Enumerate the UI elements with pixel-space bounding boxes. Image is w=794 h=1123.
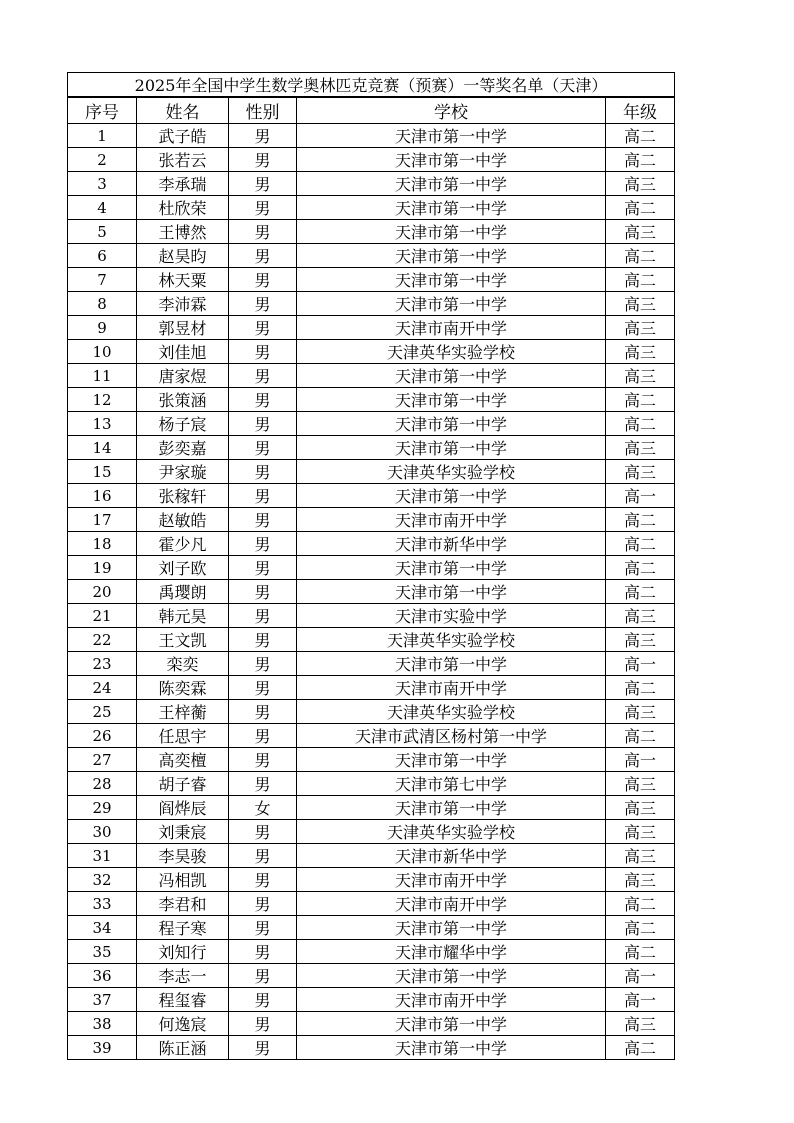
cell-no: 21 [68,604,137,628]
cell-grade: 高三 [606,1012,675,1036]
cell-no: 3 [68,172,137,196]
cell-grade: 高三 [606,604,675,628]
cell-grade: 高三 [606,172,675,196]
table-row [68,196,675,220]
cell-grade: 高三 [606,844,675,868]
table-row [68,796,675,820]
cell-school: 天津市第一中学 [297,796,606,820]
cell-school: 天津市南开中学 [297,508,606,532]
cell-grade: 高三 [606,340,675,364]
cell-grade: 高二 [606,580,675,604]
table-row [68,652,675,676]
cell-no: 7 [68,268,137,292]
cell-name: 赵昊昀 [137,244,229,268]
cell-gender: 男 [229,820,297,844]
cell-school: 天津市第一中学 [297,652,606,676]
cell-school: 天津市第一中学 [297,484,606,508]
cell-grade: 高三 [606,820,675,844]
cell-school: 天津市第一中学 [297,964,606,988]
cell-school: 天津市第一中学 [297,148,606,172]
cell-no: 11 [68,364,137,388]
cell-no: 8 [68,292,137,316]
cell-grade: 高三 [606,628,675,652]
table-row [68,556,675,580]
table-row [68,268,675,292]
cell-name: 武子皓 [137,124,229,148]
cell-no: 25 [68,700,137,724]
cell-name: 李昊骏 [137,844,229,868]
cell-school: 天津市第七中学 [297,772,606,796]
cell-gender: 男 [229,436,297,460]
cell-gender: 男 [229,1036,297,1060]
cell-name: 刘佳旭 [137,340,229,364]
header-school: 学校 [297,97,606,124]
table-row [68,244,675,268]
cell-grade: 高一 [606,988,675,1012]
cell-grade: 高三 [606,436,675,460]
cell-gender: 男 [229,868,297,892]
cell-name: 张若云 [137,148,229,172]
cell-grade: 高二 [606,556,675,580]
cell-grade: 高二 [606,508,675,532]
cell-gender: 男 [229,628,297,652]
cell-gender: 男 [229,484,297,508]
table-row [68,508,675,532]
table-row [68,532,675,556]
cell-school: 天津市第一中学 [297,916,606,940]
cell-name: 冯相凯 [137,868,229,892]
cell-gender: 男 [229,220,297,244]
cell-grade: 高一 [606,964,675,988]
cell-name: 何逸宸 [137,1012,229,1036]
cell-name: 陈正涵 [137,1036,229,1060]
cell-name: 禹璎朗 [137,580,229,604]
cell-grade: 高二 [606,124,675,148]
cell-no: 15 [68,460,137,484]
cell-gender: 男 [229,412,297,436]
table-row [68,940,675,964]
cell-name: 高奕檀 [137,748,229,772]
cell-no: 17 [68,508,137,532]
cell-grade: 高二 [606,1036,675,1060]
cell-no: 1 [68,124,137,148]
cell-gender: 男 [229,604,297,628]
cell-school: 天津市新华中学 [297,844,606,868]
table-row [68,868,675,892]
cell-gender: 男 [229,532,297,556]
cell-name: 彭奕嘉 [137,436,229,460]
header-row [68,97,675,124]
cell-no: 32 [68,868,137,892]
cell-grade: 高三 [606,220,675,244]
cell-gender: 男 [229,340,297,364]
award-list-table [67,72,675,1060]
cell-no: 31 [68,844,137,868]
cell-name: 林天粟 [137,268,229,292]
cell-school: 天津市武清区杨村第一中学 [297,724,606,748]
table-row [68,580,675,604]
cell-gender: 男 [229,148,297,172]
cell-school: 天津市第一中学 [297,364,606,388]
cell-gender: 男 [229,508,297,532]
cell-name: 任思宇 [137,724,229,748]
cell-no: 9 [68,316,137,340]
table-title: 2025年全国中学生数学奥林匹克竞赛（预赛）一等奖名单（天津） [68,73,675,98]
table-row [68,148,675,172]
cell-gender: 男 [229,124,297,148]
cell-school: 天津英华实验学校 [297,460,606,484]
cell-no: 33 [68,892,137,916]
cell-name: 栾奕 [137,652,229,676]
cell-gender: 男 [229,964,297,988]
cell-no: 38 [68,1012,137,1036]
cell-school: 天津英华实验学校 [297,700,606,724]
table-row [68,172,675,196]
cell-school: 天津市第一中学 [297,388,606,412]
cell-school: 天津市第一中学 [297,1012,606,1036]
cell-no: 26 [68,724,137,748]
cell-no: 34 [68,916,137,940]
cell-name: 胡子睿 [137,772,229,796]
cell-gender: 男 [229,988,297,1012]
cell-no: 24 [68,676,137,700]
cell-school: 天津市南开中学 [297,676,606,700]
cell-school: 天津市第一中学 [297,196,606,220]
cell-grade: 高二 [606,940,675,964]
cell-school: 天津市第一中学 [297,556,606,580]
cell-no: 12 [68,388,137,412]
cell-no: 27 [68,748,137,772]
cell-school: 天津市第一中学 [297,412,606,436]
table-row [68,412,675,436]
cell-grade: 高二 [606,388,675,412]
cell-name: 李志一 [137,964,229,988]
cell-gender: 男 [229,676,297,700]
cell-school: 天津市第一中学 [297,436,606,460]
cell-grade: 高一 [606,484,675,508]
cell-no: 2 [68,148,137,172]
cell-no: 14 [68,436,137,460]
cell-gender: 男 [229,748,297,772]
cell-grade: 高二 [606,676,675,700]
cell-name: 刘秉宸 [137,820,229,844]
cell-no: 10 [68,340,137,364]
cell-grade: 高三 [606,868,675,892]
table-row [68,772,675,796]
cell-gender: 男 [229,388,297,412]
cell-gender: 男 [229,196,297,220]
table-row [68,1012,675,1036]
cell-no: 19 [68,556,137,580]
cell-school: 天津市第一中学 [297,580,606,604]
cell-gender: 男 [229,772,297,796]
cell-gender: 女 [229,796,297,820]
cell-school: 天津英华实验学校 [297,820,606,844]
cell-no: 39 [68,1036,137,1060]
cell-name: 张策涵 [137,388,229,412]
header-gender: 性别 [229,97,297,124]
cell-grade: 高三 [606,460,675,484]
cell-no: 35 [68,940,137,964]
cell-grade: 高二 [606,196,675,220]
table-row [68,436,675,460]
cell-school: 天津英华实验学校 [297,340,606,364]
cell-gender: 男 [229,556,297,580]
header-grade: 年级 [606,97,675,124]
cell-gender: 男 [229,364,297,388]
cell-name: 刘子欧 [137,556,229,580]
cell-name: 李君和 [137,892,229,916]
cell-school: 天津市南开中学 [297,316,606,340]
table-row [68,988,675,1012]
cell-grade: 高三 [606,796,675,820]
cell-gender: 男 [229,268,297,292]
table-row [68,916,675,940]
cell-name: 李沛霖 [137,292,229,316]
cell-grade: 高二 [606,892,675,916]
cell-school: 天津市第一中学 [297,220,606,244]
cell-name: 程玺睿 [137,988,229,1012]
cell-gender: 男 [229,244,297,268]
cell-grade: 高二 [606,268,675,292]
cell-name: 尹家璇 [137,460,229,484]
cell-grade: 高三 [606,700,675,724]
cell-grade: 高一 [606,652,675,676]
cell-school: 天津市第一中学 [297,748,606,772]
cell-name: 李承瑞 [137,172,229,196]
cell-name: 杜欣荣 [137,196,229,220]
cell-no: 5 [68,220,137,244]
cell-school: 天津市南开中学 [297,868,606,892]
cell-no: 37 [68,988,137,1012]
cell-grade: 高一 [606,748,675,772]
cell-no: 18 [68,532,137,556]
table-row [68,604,675,628]
table-row [68,820,675,844]
cell-no: 28 [68,772,137,796]
cell-grade: 高三 [606,292,675,316]
cell-grade: 高三 [606,364,675,388]
cell-name: 张稼轩 [137,484,229,508]
cell-school: 天津市耀华中学 [297,940,606,964]
cell-grade: 高二 [606,412,675,436]
table-row [68,340,675,364]
cell-no: 36 [68,964,137,988]
cell-gender: 男 [229,940,297,964]
cell-no: 29 [68,796,137,820]
cell-no: 13 [68,412,137,436]
table-row [68,676,675,700]
cell-no: 30 [68,820,137,844]
cell-gender: 男 [229,844,297,868]
cell-school: 天津市第一中学 [297,268,606,292]
table-row [68,724,675,748]
cell-gender: 男 [229,916,297,940]
cell-school: 天津市第一中学 [297,244,606,268]
cell-school: 天津市第一中学 [297,124,606,148]
cell-name: 王文凯 [137,628,229,652]
cell-name: 阎烨辰 [137,796,229,820]
cell-name: 唐家煜 [137,364,229,388]
cell-name: 程子寒 [137,916,229,940]
table-row [68,124,675,148]
cell-name: 韩元昊 [137,604,229,628]
cell-no: 20 [68,580,137,604]
cell-name: 赵敏皓 [137,508,229,532]
table-row [68,220,675,244]
cell-grade: 高二 [606,532,675,556]
cell-name: 陈奕霖 [137,676,229,700]
table-row [68,292,675,316]
cell-name: 霍少凡 [137,532,229,556]
cell-no: 23 [68,652,137,676]
cell-no: 22 [68,628,137,652]
cell-gender: 男 [229,652,297,676]
table-row [68,484,675,508]
cell-grade: 高二 [606,916,675,940]
cell-name: 王梓蘅 [137,700,229,724]
cell-grade: 高二 [606,244,675,268]
cell-gender: 男 [229,1012,297,1036]
cell-no: 4 [68,196,137,220]
cell-name: 郭昱材 [137,316,229,340]
cell-school: 天津市第一中学 [297,1036,606,1060]
cell-school: 天津市新华中学 [297,532,606,556]
cell-name: 刘知行 [137,940,229,964]
table-row [68,964,675,988]
cell-school: 天津市第一中学 [297,292,606,316]
table-row [68,316,675,340]
table-row [68,748,675,772]
cell-no: 16 [68,484,137,508]
cell-grade: 高二 [606,148,675,172]
table-body [68,124,675,1060]
cell-name: 王博然 [137,220,229,244]
table-row [68,700,675,724]
table-row [68,460,675,484]
table-row [68,364,675,388]
cell-grade: 高三 [606,316,675,340]
header-name: 姓名 [137,97,229,124]
table-row [68,892,675,916]
table-row [68,628,675,652]
cell-gender: 男 [229,700,297,724]
cell-gender: 男 [229,460,297,484]
cell-school: 天津市南开中学 [297,988,606,1012]
cell-no: 6 [68,244,137,268]
cell-gender: 男 [229,580,297,604]
table-row [68,388,675,412]
cell-name: 杨子宸 [137,412,229,436]
cell-grade: 高三 [606,772,675,796]
cell-gender: 男 [229,316,297,340]
table-row [68,844,675,868]
cell-grade: 高二 [606,724,675,748]
cell-school: 天津英华实验学校 [297,628,606,652]
table-row [68,1036,675,1060]
cell-school: 天津市实验中学 [297,604,606,628]
cell-school: 天津市第一中学 [297,172,606,196]
cell-gender: 男 [229,172,297,196]
cell-gender: 男 [229,292,297,316]
cell-school: 天津市南开中学 [297,892,606,916]
cell-gender: 男 [229,724,297,748]
cell-gender: 男 [229,892,297,916]
header-no: 序号 [68,97,137,124]
